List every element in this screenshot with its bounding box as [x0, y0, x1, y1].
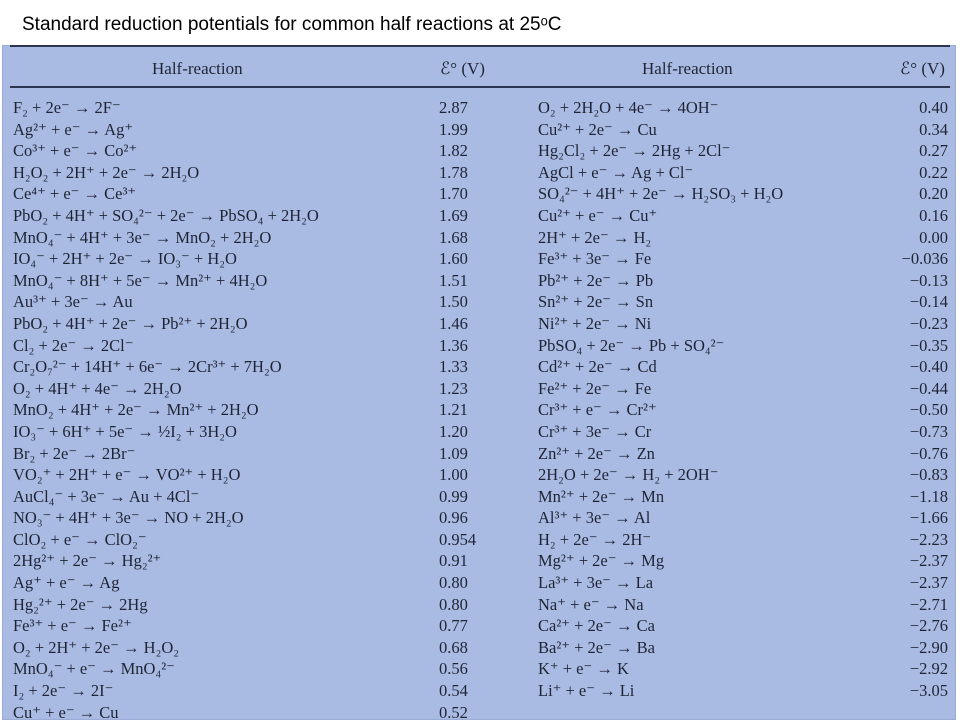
half-reaction-cell: Cl₂ + 2e⁻ → 2Cl⁻ [13, 335, 134, 355]
potential-cell: 1.78 [439, 162, 468, 182]
half-reaction-cell: I₂ + 2e⁻ → 2I⁻ [13, 681, 114, 701]
potential-cell: 2.87 [439, 98, 468, 117]
potential-cell: 0.16 [919, 205, 948, 225]
potential-cell: −0.036 [901, 249, 948, 269]
half-reaction-cell: Ni²⁺ + 2e⁻ → Ni [538, 313, 652, 333]
half-reaction-cell: ClO₂ + e⁻ → ClO₂⁻ [13, 529, 147, 549]
half-reaction-cell: 2Hg²⁺ + 2e⁻ → Hg₂²⁺ [13, 551, 162, 571]
left-reaction-column [13, 97, 433, 723]
potential-cell: −0.13 [909, 270, 948, 290]
potential-cell: −2.37 [909, 551, 948, 571]
half-reaction-cell: MnO₄⁻ + 8H⁺ + 5e⁻ → Mn²⁺ + 4H₂O [13, 270, 268, 290]
half-reaction-cell: Mn²⁺ + 2e⁻ → Mn [538, 486, 665, 506]
potential-cell: −2.76 [909, 616, 948, 636]
potential-cell: 1.36 [439, 335, 468, 355]
half-reaction-cell: Ce⁴⁺ + e⁻ → Ce³⁺ [13, 184, 137, 204]
reduction-potentials-table [2, 45, 956, 720]
potential-cell: 1.09 [439, 443, 468, 463]
half-reaction-cell: Mg²⁺ + 2e⁻ → Mg [538, 551, 665, 571]
half-reaction-cell: Cr₂O₇²⁻ + 14H⁺ + 6e⁻ → 2Cr³⁺ + 7H₂O [13, 357, 282, 377]
potential-cell: 0.20 [919, 184, 948, 204]
half-reaction-cell: Fe³⁺ + e⁻ → Fe²⁺ [13, 616, 132, 636]
potential-cell: 0.56 [439, 659, 468, 679]
half-reaction-cell: Cr³⁺ + e⁻ → Cr²⁺ [538, 400, 657, 420]
potential-cell: 0.954 [439, 529, 477, 549]
right-reaction-header: Half-reaction [642, 59, 733, 78]
half-reaction-cell: PbSO₄ + 2e⁻ → Pb + SO₄²⁻ [538, 335, 725, 355]
half-reaction-cell: Al³⁺ + 3e⁻ → Al [538, 508, 651, 528]
half-reaction-cell: SO₄²⁻ + 4H⁺ + 2e⁻ → H₂SO₃ + H₂O [538, 184, 784, 204]
left-potential-column [439, 97, 509, 723]
half-reaction-cell: Cu²⁺ + e⁻ → Cu⁺ [538, 205, 658, 225]
potential-cell: −2.92 [909, 659, 948, 679]
table-top-rule [10, 45, 950, 47]
half-reaction-cell: Fe³⁺ + 3e⁻ → Fe [538, 249, 652, 269]
potential-cell: 0.80 [439, 594, 468, 614]
right-potential-column [862, 97, 948, 702]
half-reaction-cell: Cr³⁺ + 3e⁻ → Cr [538, 421, 652, 441]
half-reaction-cell: VO₂⁺ + 2H⁺ + e⁻ → VO²⁺ + H₂O [13, 465, 241, 485]
potential-cell: 1.23 [439, 378, 468, 398]
half-reaction-cell: Ag²⁺ + e⁻ → Ag⁺ [13, 119, 134, 139]
potential-cell: 1.21 [439, 400, 468, 420]
half-reaction-cell: Sn²⁺ + 2e⁻ → Sn [538, 292, 654, 312]
potential-cell: −0.23 [909, 313, 948, 333]
half-reaction-cell: IO₃⁻ + 6H⁺ + 5e⁻ → ½I₂ + 3H₂O [13, 421, 237, 441]
potential-cell: 0.27 [919, 141, 948, 161]
potential-cell: 0.00 [919, 227, 948, 247]
half-reaction-cell: Ba²⁺ + 2e⁻ → Ba [538, 637, 655, 657]
potential-cell: 1.69 [439, 205, 468, 225]
half-reaction-cell: Hg₂Cl₂ + 2e⁻ → 2Hg + 2Cl⁻ [538, 141, 731, 161]
potential-cell: 0.68 [439, 637, 468, 657]
half-reaction-cell: H₂ + 2e⁻ → 2H⁻ [538, 529, 652, 549]
half-reaction-cell: MnO₄⁻ + 4H⁺ + 3e⁻ → MnO₂ + 2H₂O [13, 227, 272, 247]
potential-cell: −0.76 [909, 443, 948, 463]
half-reaction-cell: MnO₂ + 4H⁺ + 2e⁻ → Mn²⁺ + 2H₂O [13, 400, 259, 420]
right-reaction-column [538, 97, 868, 702]
half-reaction-cell: PbO₂ + 4H⁺ + SO₄²⁻ + 2e⁻ → PbSO₄ + 2H₂O [13, 205, 319, 225]
potential-cell: 0.22 [919, 162, 948, 182]
potential-cell: −2.23 [909, 529, 948, 549]
half-reaction-cell: Ca²⁺ + 2e⁻ → Ca [538, 616, 655, 636]
half-reaction-cell: K⁺ + e⁻ → K [538, 659, 629, 679]
half-reaction-cell: Pb²⁺ + 2e⁻ → Pb [538, 270, 654, 290]
potential-cell: −0.73 [909, 421, 948, 441]
potential-cell: −1.66 [909, 508, 948, 528]
half-reaction-cell: IO₄⁻ + 2H⁺ + 2e⁻ → IO₃⁻ + H₂O [13, 249, 237, 269]
table-header-rule [10, 86, 950, 88]
half-reaction-cell: O₂ + 2H⁺ + 2e⁻ → H₂O₂ [13, 637, 180, 657]
potential-cell: −0.83 [909, 465, 948, 485]
half-reaction-cell: PbO₂ + 4H⁺ + 2e⁻ → Pb²⁺ + 2H₂O [13, 313, 248, 333]
potential-cell: 1.33 [439, 357, 468, 377]
half-reaction-cell: La³⁺ + 3e⁻ → La [538, 573, 654, 593]
potential-cell: −0.35 [909, 335, 948, 355]
half-reaction-cell: Fe²⁺ + 2e⁻ → Fe [538, 378, 652, 398]
potential-cell: −0.40 [909, 357, 948, 377]
potential-cell: 1.46 [439, 313, 468, 333]
left-potential-header: ℰ° (V) [440, 59, 485, 78]
half-reaction-cell: NO₃⁻ + 4H⁺ + 3e⁻ → NO + 2H₂O [13, 508, 244, 528]
left-reaction-header: Half-reaction [152, 59, 243, 78]
potential-cell: 1.70 [439, 184, 468, 204]
potential-cell: 0.91 [439, 551, 468, 571]
potential-cell: 0.40 [919, 98, 948, 117]
half-reaction-cell: MnO₄⁻ + e⁻ → MnO₄²⁻ [13, 659, 175, 679]
potential-cell: 0.52 [439, 702, 468, 722]
potential-cell: 1.51 [439, 270, 468, 290]
potential-cell: −2.90 [909, 637, 948, 657]
half-reaction-cell: Au³⁺ + 3e⁻ → Au [13, 292, 133, 312]
potential-cell: −0.14 [909, 292, 948, 312]
potential-cell: 1.68 [439, 227, 468, 247]
potential-cell: −0.44 [909, 378, 948, 398]
potential-cell: −0.50 [909, 400, 948, 420]
potential-cell: −3.05 [909, 681, 948, 701]
half-reaction-cell: Zn²⁺ + 2e⁻ → Zn [538, 443, 655, 463]
half-reaction-cell: Cu²⁺ + 2e⁻ → Cu [538, 119, 657, 139]
page-title: Standard reduction potentials for common half reactions at 25ᵒC [22, 14, 562, 35]
half-reaction-cell: Cd²⁺ + 2e⁻ → Cd [538, 357, 657, 377]
half-reaction-cell: Na⁺ + e⁻ → Na [538, 594, 644, 614]
half-reaction-cell: H₂O₂ + 2H⁺ + 2e⁻ → 2H₂O [13, 162, 200, 182]
half-reaction-cell: F₂ + 2e⁻ → 2F⁻ [13, 98, 121, 117]
half-reaction-cell: O₂ + 4H⁺ + 4e⁻ → 2H₂O [13, 378, 182, 398]
potential-cell: 1.00 [439, 465, 468, 485]
half-reaction-cell: 2H₂O + 2e⁻ → H₂ + 2OH⁻ [538, 465, 719, 485]
half-reaction-cell: Br₂ + 2e⁻ → 2Br⁻ [13, 443, 136, 463]
potential-cell: 0.34 [919, 119, 948, 139]
potential-cell: 1.99 [439, 119, 468, 139]
potential-cell: 0.77 [439, 616, 468, 636]
half-reaction-cell: Li⁺ + e⁻ → Li [538, 681, 635, 701]
half-reaction-cell: Co³⁺ + e⁻ → Co²⁺ [13, 141, 138, 161]
potential-cell: 1.82 [439, 141, 468, 161]
half-reaction-cell: AuCl₄⁻ + 3e⁻ → Au + 4Cl⁻ [13, 486, 200, 506]
half-reaction-cell: O₂ + 2H₂O + 4e⁻ → 4OH⁻ [538, 98, 719, 117]
potential-cell: −1.18 [909, 486, 948, 506]
half-reaction-cell: 2H⁺ + 2e⁻ → H₂ [538, 227, 652, 247]
potential-cell: 0.54 [439, 681, 468, 701]
half-reaction-cell: Hg₂²⁺ + 2e⁻ → 2Hg [13, 594, 148, 614]
half-reaction-cell: AgCl + e⁻ → Ag + Cl⁻ [538, 162, 694, 182]
half-reaction-cell: Cu⁺ + e⁻ → Cu [13, 702, 119, 722]
half-reaction-cell: Ag⁺ + e⁻ → Ag [13, 573, 120, 593]
potential-cell: −2.71 [909, 594, 948, 614]
potential-cell: −2.37 [909, 573, 948, 593]
right-potential-header: ℰ° (V) [900, 59, 945, 78]
potential-cell: 1.60 [439, 249, 468, 269]
potential-cell: 1.50 [439, 292, 468, 312]
potential-cell: 1.20 [439, 421, 468, 441]
potential-cell: 0.80 [439, 573, 468, 593]
potential-cell: 0.96 [439, 508, 468, 528]
potential-cell: 0.99 [439, 486, 468, 506]
